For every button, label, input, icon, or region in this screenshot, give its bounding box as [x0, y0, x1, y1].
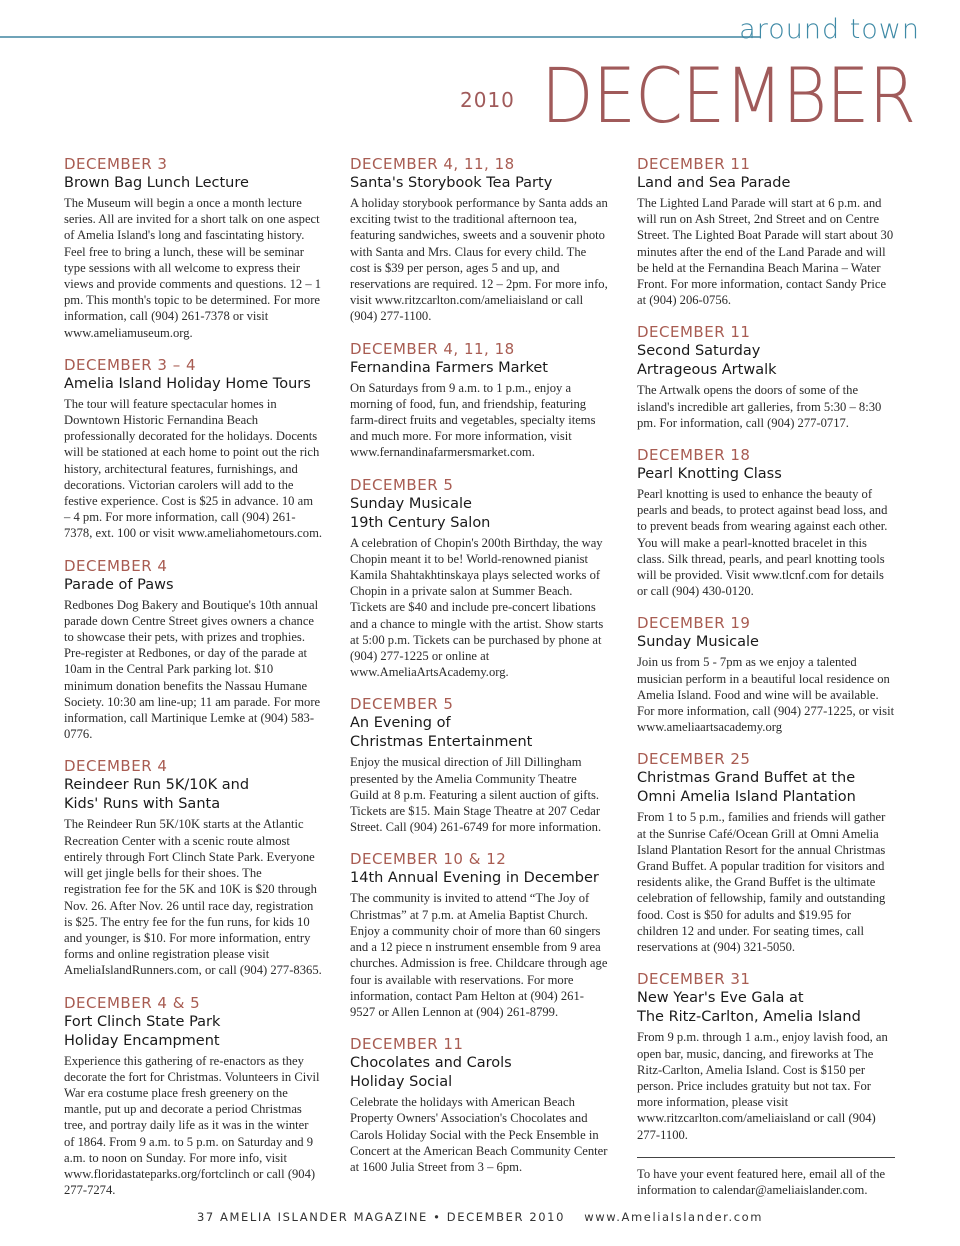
event-description: The tour will feature spectacular homes in Downtown Historic Fernandina Beach professionally decorated for the holidays. Docents will be stationed at each home to point out the rich history, architectural features, furnishings, and decorations. Victorian carolers will add to the festive experience. Cost is $25 in advance. 10 am – 4 pm. For more information, call (904) 261-7378, ext. 100 or visit www.ameliahometours.com. [64, 396, 323, 541]
event-description: Enjoy the musical direction of Jill Dillingham presented by the Amelia Community Theatre Guild at 8 p.m. Featuring a silent auction of gifts. Tickets are $15. Main Stage Theatre at 207 Cedar Street. Call (904) 261-6749 for more information. [350, 755, 602, 835]
events-column-2 [350, 154, 608, 1189]
event-title: Second Saturday Artrageous Artwalk [637, 343, 777, 379]
event-title: Brown Bag Lunch Lecture [64, 175, 249, 191]
event-entry [350, 339, 608, 461]
event-date: DECEMBER 19 [637, 614, 751, 633]
event-entry [637, 613, 895, 735]
event-title: Fort Clinch State Park Holiday Encampment [64, 1013, 221, 1049]
event-title: Amelia Island Holiday Home Tours [64, 375, 311, 392]
event-title: Santa's Storybook Tea Party [350, 175, 553, 191]
event-description: A holiday storybook performance by Santa adds an exciting twist to the traditional afternoon tea, featuring sandwiches, sweets and a souvenir photo with Santa and Mrs. Claus for every child. The cost is $39 per person, ages 5 and up, and reservations are required. 12 – 2pm. For more info, visit www.ritzcarlton.com/ameliaisland or call (904) 277-1100. [350, 196, 608, 324]
event-title: Christmas Grand Buffet at the Omni Amelia Island Plantation [637, 770, 856, 806]
event-entry [637, 445, 895, 599]
event-entry [350, 475, 608, 681]
event-description: From 9 p.m. through 1 a.m., enjoy lavish food, an open bar, music, dancing, and fireworks at The Ritz-Carlton, Amelia Island. Cost is $150 per person. Price includes gratuity but not tax. For more information, please visit www.ritzcarlton.com/ameliaisland or call (904) 277-1100. [637, 1030, 888, 1142]
event-description: From 1 to 5 p.m., families and friends will gather at the Sunrise Café/Ocean Grill at Omni Amelia Island Plantation Resort for the annual Christmas Grand Buffet. A popular tradition for visitors and residents alike, the Grand Buffet is the ultimate celebration of fellowship, family and outstanding food. Cost is $50 for adults and $19.95 for children 12 and under. For seating times, call reservations at (904) 321-5050. [637, 810, 886, 955]
event-entry [350, 1034, 608, 1175]
event-title: An Evening of Christmas Entertainment [350, 715, 533, 751]
submission-note: To have your event featured here, email all of the information to calendar@ameliaislander.com. [637, 1166, 886, 1197]
event-description: Experience this gathering of re-enactors as they decorate the fort for Christmas. Volunteers in Civil War era costume place fresh greenery on the mantle, put up and decorate a period Christmas tree, and portray daily life as it was in the winter of 1864. From 9 a.m. to 5 p.m. on Saturday and 9 a.m. to noon on Sunday. For more info, visit www.floridastateparks.org/fortclinch or call (904) 277-7274. [64, 1053, 320, 1198]
year-label: 2010 [460, 88, 515, 112]
event-date: DECEMBER 18 [637, 446, 751, 465]
event-date: DECEMBER 4, 11, 18 [350, 155, 515, 173]
event-description: The Museum will begin a once a month lecture series. All are invited for a short talk on one aspect of Amelia Island's long and fascintating history. Feel free to bring a lunch, these will be seminar type sessions with all welcome to express their views and provide comments and questions. 12 – 1 pm. This month's topic to be determined. For more information, call (904) 261-7378 or visit www.ameliamuseum.org. [64, 196, 322, 340]
event-description: The Artwalk opens the doors of some of the island's incredible art galleries, from 5:30 – 8:30 pm. For information, call (904) 277-0717. [637, 383, 882, 430]
event-entry [64, 556, 322, 743]
event-entry [64, 154, 322, 341]
event-entry [350, 154, 608, 325]
event-date: DECEMBER 11 [637, 155, 751, 173]
event-list [637, 154, 895, 1143]
event-title: Reindeer Run 5K/10K and Kids' Runs with Santa [64, 777, 250, 813]
event-entry [637, 969, 895, 1142]
note-divider [637, 1157, 895, 1158]
event-entry [637, 154, 895, 308]
event-date: DECEMBER 11 [637, 323, 751, 342]
event-title: Parade of Paws [64, 576, 174, 593]
event-entry [637, 749, 895, 955]
section-title: around town [739, 14, 920, 45]
event-date: DECEMBER 10 & 12 [350, 850, 507, 869]
event-title: Sunday Musicale [637, 634, 759, 651]
event-date: DECEMBER 3 – 4 [64, 355, 197, 374]
event-description: The Reindeer Run 5K/10K starts at the Atlantic Recreation Center with a scenic route almost entirely through Fort Clinch State Park. Everyone will get jingle bells for their shoes. The registration fee for the 5K and 10K is $20 through Nov. 26. After Nov. 26 until race day, registration is $25. The entry fee for the fun runs, for kids 10 and younger, is $10. For more information, entry forms and online registration please visit AmeliaIslandRunners.com, or call (904) 277-8365. [64, 817, 322, 978]
events-column-1 [64, 154, 322, 1212]
event-date: DECEMBER 5 [350, 475, 454, 494]
events-column-3 [637, 154, 895, 1198]
event-description: Join us from 5 - 7pm as we enjoy a talented musician perform in a beautiful local residence on Amelia Island. Food and wine will be available. For more information, call (904) 277-1225, or visit www.ameliaartsacademy.org [637, 655, 895, 735]
event-title: Fernandina Farmers Market [350, 359, 548, 376]
event-date: DECEMBER 25 [637, 750, 751, 769]
event-date: DECEMBER 4 [64, 757, 168, 776]
event-date: DECEMBER 4 [64, 556, 168, 575]
event-title: 14th Annual Evening in December [350, 870, 599, 887]
event-date: DECEMBER 3 [64, 155, 168, 173]
event-date: DECEMBER 11 [350, 1035, 464, 1054]
footer-website: www.AmeliaIslander.com [584, 1210, 764, 1224]
event-title: Chocolates and Carols Holiday Social [350, 1055, 512, 1091]
header-rule [0, 36, 760, 38]
event-title: New Year's Eve Gala at The Ritz-Carlton, Amelia Island [637, 990, 861, 1026]
event-description: Celebrate the holidays with American Beach Property Owners' Association's Chocolates and Carols Holiday Social with the Peck Ensemble in Concert at the American Beach Community Center at 1600 Julia Street from 3 – 6pm. [350, 1095, 608, 1174]
page-footer [0, 1210, 960, 1224]
event-description: The Lighted Land Parade will start at 6 p.m. and will run on Ash Street, 2nd Street and on Centre Street. The Lighted Boat Parade will start about 30 minutes after the end of the Land Parade and will be held at the Fernandina Beach Marina – Water Front. For more information, contact Sandy Price at (904) 206-0756. [637, 196, 894, 308]
event-description: Redbones Dog Bakery and Boutique's 10th annual parade down Centre Street gives owners a chance to showcase their pets, with prizes and trophies. Pre-register at Redbones, or day of the parade at 10am in the Central Park parking lot. $10 minimum donation benefits the Nassau Humane Society. 10:30 am line-up; 11 am parade. For more information, call Martinique Lemke at (904) 583-0776. [64, 597, 321, 742]
event-title: Sunday Musicale 19th Century Salon [350, 495, 491, 531]
event-entry [64, 355, 322, 542]
event-date: DECEMBER 5 [350, 695, 454, 714]
event-description: Pearl knotting is used to enhance the beauty of pearls and beads, to protect against bead loss, and to prevent beads from wearing against each other. You will make a pearl-knotted bracelet in this class. Silk thread, pearls, and pearl knotting tools will be provided. Visit www.tlcnf.com for details or call (904) 430-0120. [637, 487, 888, 599]
event-entry [64, 993, 322, 1199]
event-title: Pearl Knotting Class [637, 466, 782, 483]
event-date: DECEMBER 4 & 5 [64, 993, 201, 1012]
footer-folio: 37 AMELIA ISLANDER MAGAZINE • DECEMBER 2010 [196, 1210, 566, 1224]
event-date: DECEMBER 31 [637, 970, 751, 989]
event-entry [637, 322, 895, 431]
event-description: On Saturdays from 9 a.m. to 1 p.m., enjoy a morning of food, fun, and friendship, featuring farm-direct fruits and vegetables, specialty items and much more. For more information, visit www.fernandinafarmersmarket.com. [350, 380, 596, 460]
event-entry [350, 694, 608, 835]
event-title: Land and Sea Parade [637, 175, 791, 191]
event-description: A celebration of Chopin's 200th Birthday, the way Chopin meant it to be! World-renowned pianist Kamila Shahtakhtinskaya plays selected works of Chopin in a private salon at Summer Beach. Tickets are $40 and include pre-concert libations and a chance to mingle with the artist. Show starts at 5:00 p.m. Tickets can be purchased by phone at (904) 277-1225 or online at www.AmeliaArtsAcademy.org. [350, 535, 604, 680]
event-entry [64, 756, 322, 978]
event-date: DECEMBER 4, 11, 18 [350, 339, 515, 358]
month-heading: DECEMBER [541, 51, 916, 140]
event-entry [350, 849, 608, 1020]
event-description: The community is invited to attend “The Joy of Christmas” at 7 p.m. at Amelia Baptist Church. Enjoy a community choir of more than 60 singers and a 12 piece n instrument ensemble from 9 area churches. Admission is free. Childcare through age four is available with reservations. For more information, contact Pam Helton at (904) 261-9527 or Allen Lennon at (904) 261-8799. [350, 891, 608, 1019]
